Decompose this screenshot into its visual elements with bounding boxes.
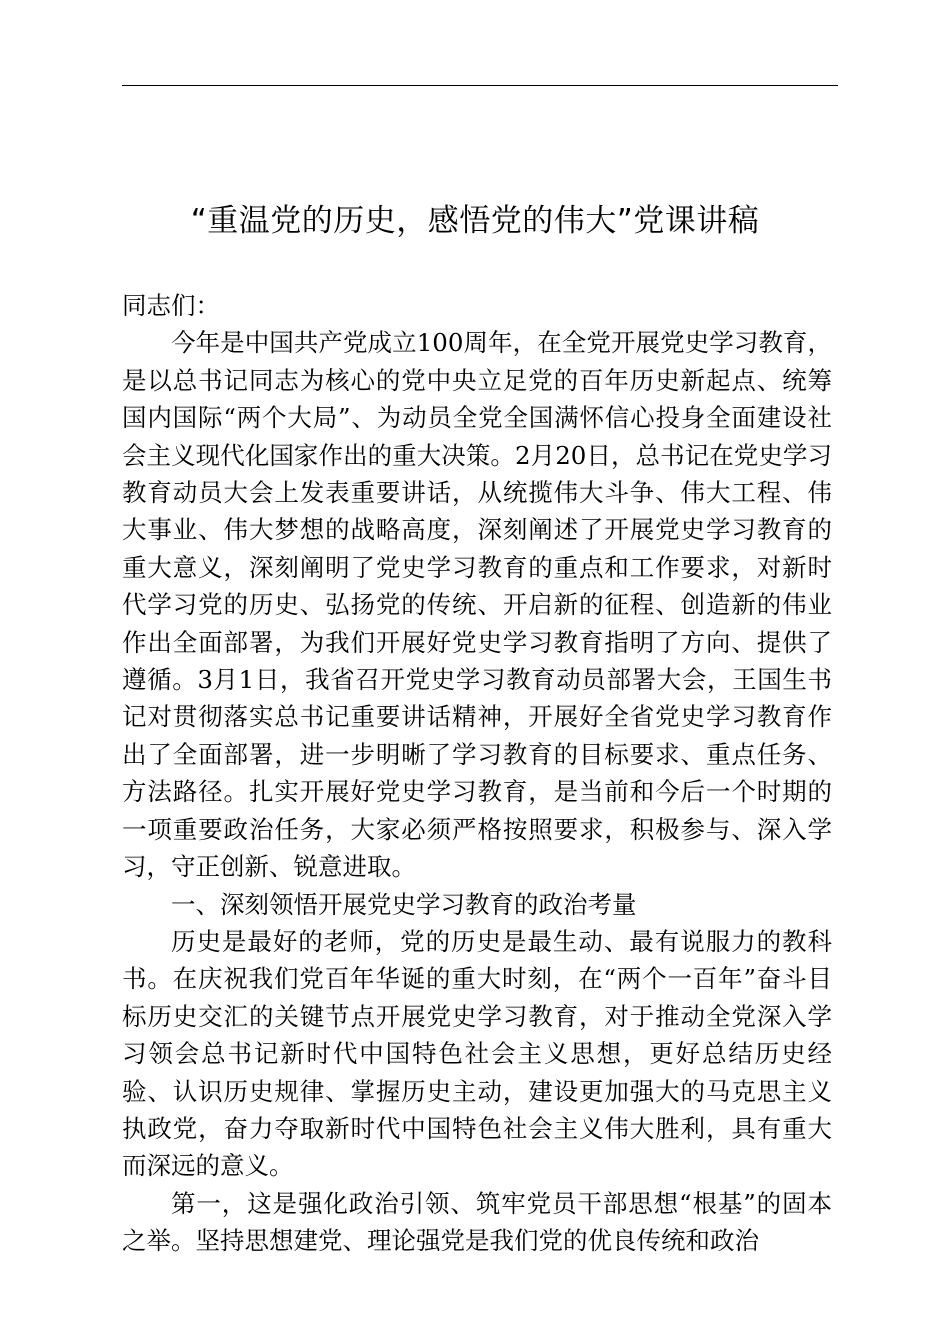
header-rule xyxy=(122,85,838,86)
document-body xyxy=(122,287,832,1260)
salutation: 同志们： xyxy=(122,291,220,320)
section-heading: 一、深刻领悟开展党史学习教育的政治考量 xyxy=(171,889,637,919)
document-title: “重温党的历史，感悟党的伟大”党课讲稿 xyxy=(190,203,760,239)
paragraph: 第一，这是强化政治引领、筑牢党员干部思想“根基”的固本之举。坚持思想建党、理论强党是我们党的优良传统和政治 xyxy=(122,1188,832,1256)
paragraph: 历史是最好的老师，党的历史是最生动、最有说服力的教科书。在庆祝我们党百年华诞的重大时刻，在“两个一百年”奋斗目标历史交汇的关键节点开展党史学习教育，对于推动全党深入学习领会总书记新时代中国特色社会主义思想，更好总结历史经验、认识历史规律、掌握历史主动，建设更加强大的马克思主义执政党，奋力夺取新时代中国特色社会主义伟大胜利，具有重大而深远的意义。 xyxy=(122,926,832,1181)
paragraph: 今年是中国共产党成立100周年，在全党开展党史学习教育，是以总书记同志为核心的党中央立足党的百年历史新起点、统筹国内国际“两个大局”、为动员全党全国满怀信心投身全面建设社会主义现代化国家作出的重大决策。2月20日，总书记在党史学习教育动员大会上发表重要讲话，从统揽伟大斗争、伟大工程、伟大事业、伟大梦想的战略高度，深刻阐述了开展党史学习教育的重大意义，深刻阐明了党史学习教育的重点和工作要求，对新时代学习党的历史、弘扬党的传统、开启新的征程、创造新的伟业作出全面部署，为我们开展好党史学习教育指明了方向、提供了遵循。3月1日，我省召开党史学习教育动员部署大会，王国生书记对贯彻落实总书记重要讲话精神，开展好全省党史学习教育作出了全面部署，进一步明晰了学习教育的目标要求、重点任务、方法路径。扎实开展好党史学习教育，是当前和今后一个时期的一项重要政治任务，大家必须严格按照要求，积极参与、深入学习，守正创新、锐意进取。 xyxy=(122,328,832,882)
